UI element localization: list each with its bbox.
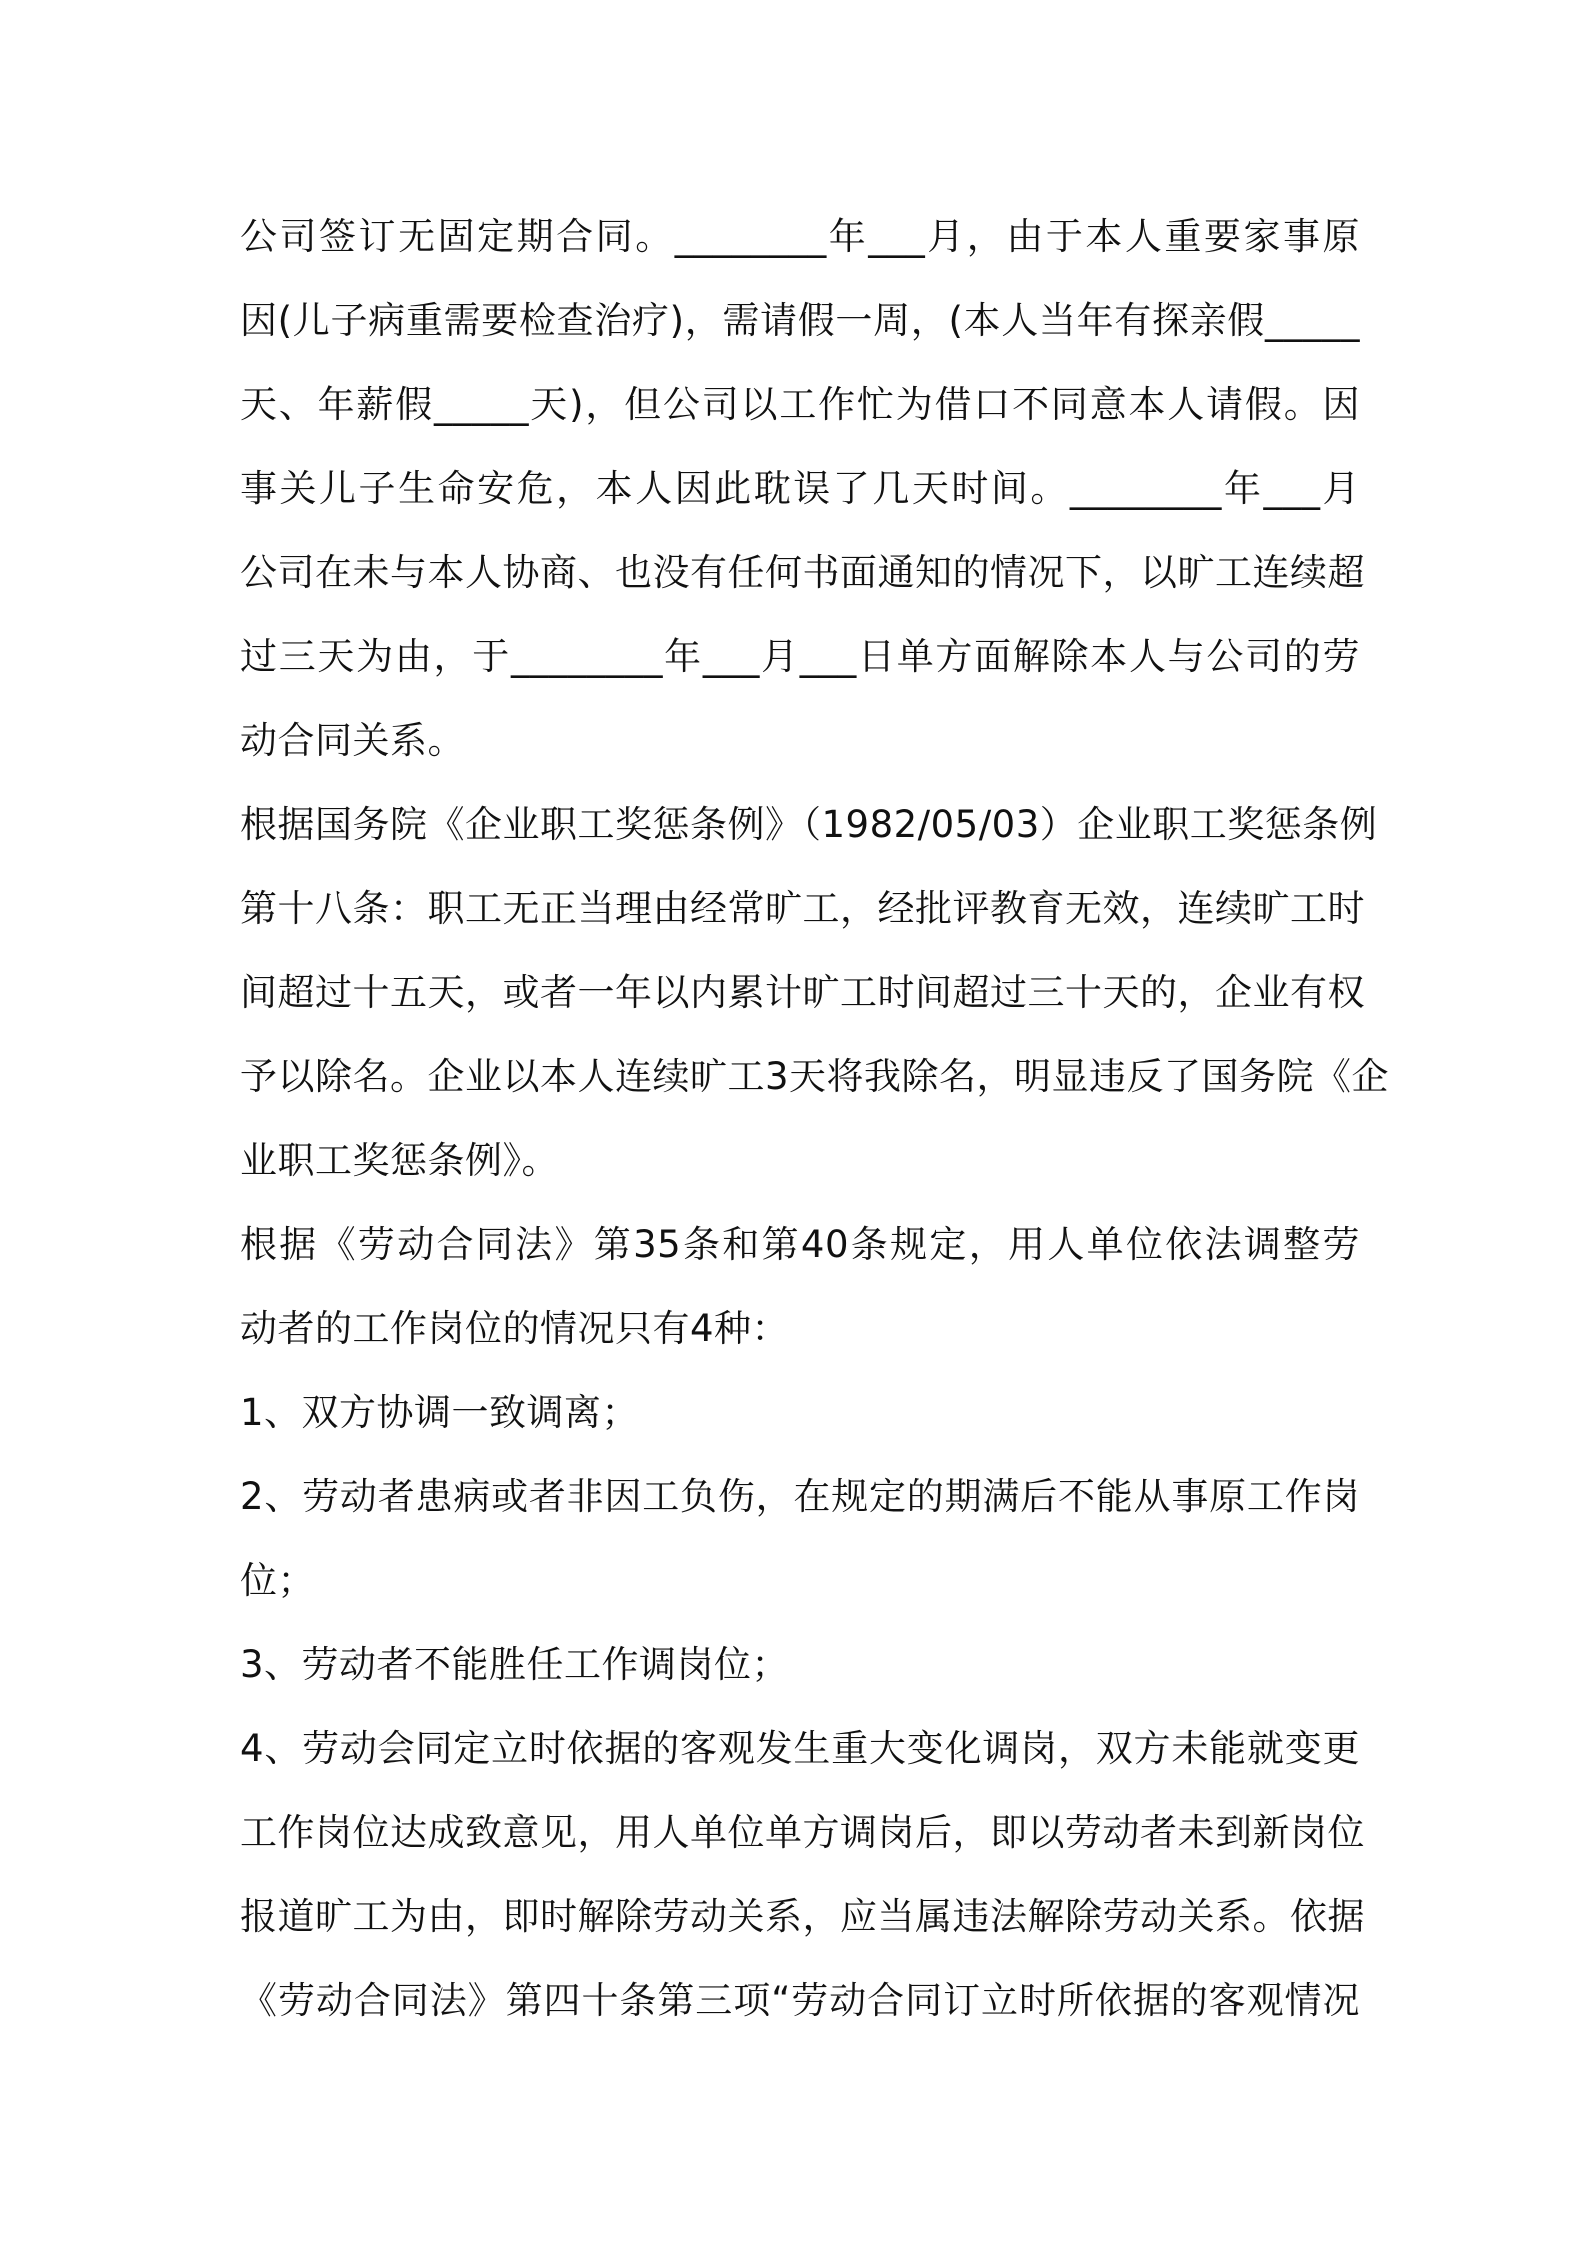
text-line: 过三天为由，于________年___月___日单方面解除本人与公司的劳 bbox=[240, 635, 1360, 678]
text-line: 4、劳动会同定立时依据的客观发生重大变化调岗，双方未能就变更 bbox=[240, 1727, 1360, 1770]
document-body bbox=[240, 195, 1390, 2043]
text-line: 2、劳动者患病或者非因工负伤，在规定的期满后不能从事原工作岗 bbox=[240, 1475, 1360, 1518]
text-line: 事关儿子生命安危，本人因此耽误了几天时间。________年___月 bbox=[240, 467, 1360, 510]
text-line: 公司签订无固定期合同。________年___月，由于本人重要家事原 bbox=[240, 215, 1360, 258]
text-line: 位； bbox=[240, 1559, 315, 1602]
text-line: 因(儿子病重需要检查治疗)，需请假一周，(本人当年有探亲假_____ bbox=[240, 299, 1360, 342]
text-line: 予以除名。企业以本人连续旷工3天将我除名，明显违反了国务院《企 bbox=[240, 1055, 1390, 1098]
text-line: 3、劳动者不能胜任工作调岗位； bbox=[240, 1643, 790, 1686]
text-line: 天、年薪假_____天)，但公司以工作忙为借口不同意本人请假。因 bbox=[240, 383, 1360, 426]
text-line: 公司在未与本人协商、也没有任何书面通知的情况下，以旷工连续超 bbox=[240, 551, 1365, 594]
text-line: 报道旷工为由，即时解除劳动关系，应当属违法解除劳动关系。依据 bbox=[240, 1895, 1365, 1938]
text-line: 1、双方协调一致调离； bbox=[240, 1391, 640, 1434]
text-line: 第十八条：职工无正当理由经常旷工，经批评教育无效，连续旷工时 bbox=[240, 887, 1365, 930]
text-line: 动合同关系。 bbox=[240, 719, 465, 762]
text-line: 根据国务院《企业职工奖惩条例》（1982/05/03）企业职工奖惩条例 bbox=[240, 803, 1378, 846]
text-line: 动者的工作岗位的情况只有4种： bbox=[240, 1307, 790, 1350]
text-line: 根据《劳动合同法》第35条和第40条规定，用人单位依法调整劳 bbox=[240, 1223, 1360, 1266]
text-line: 间超过十五天，或者一年以内累计旷工时间超过三十天的，企业有权 bbox=[240, 971, 1365, 1014]
text-line: 业职工奖惩条例》。 bbox=[240, 1139, 559, 1182]
text-line: 工作岗位达成致意见，用人单位单方调岗后，即以劳动者未到新岗位 bbox=[240, 1811, 1365, 1854]
text-line: 《劳动合同法》第四十条第三项“劳动合同订立时所依据的客观情况 bbox=[240, 1979, 1360, 2022]
